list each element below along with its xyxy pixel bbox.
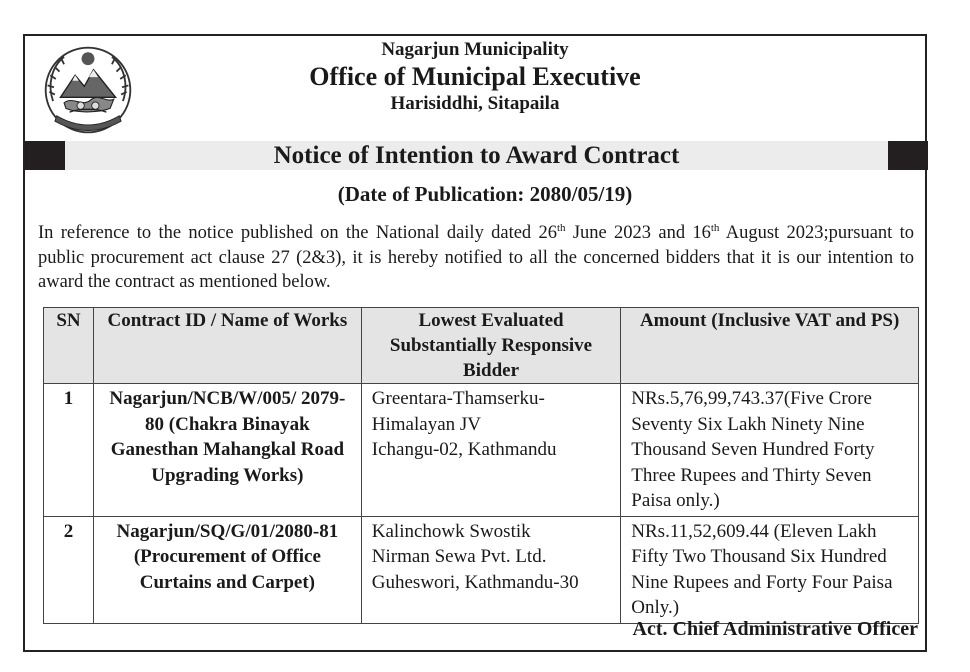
header-sn: SN (44, 308, 94, 384)
header-amount: Amount (Inclusive VAT and PS) (621, 308, 919, 384)
signatory-title: Act. Chief Administrative Officer (632, 618, 918, 640)
bidder-line: Greentara-Thamserku- (371, 388, 545, 409)
notice-title-banner (25, 141, 928, 170)
office-address: Harisiddhi, Sitapaila (390, 93, 560, 114)
row-bidder (361, 384, 621, 517)
table-header-row (44, 308, 919, 384)
notice-title: Notice of Intention to Award Contract (65, 141, 888, 170)
row-contract: Nagarjun/SQ/G/01/2080-81 (Procurement of Office Curtains and Carpet) (93, 516, 361, 623)
award-table (43, 307, 919, 624)
header-bidder: Lowest Evaluated Substantially Responsive Bidder (361, 308, 621, 384)
row-bidder (361, 516, 621, 623)
row-contract: Nagarjun/NCB/W/005/ 2079-80 (Chakra Binayak Ganesthan Mahangkal Road Upgrading Works) (93, 384, 361, 517)
issuing-office-header (150, 38, 800, 116)
bidder-line: Guheswori, Kathmandu-30 (371, 571, 579, 593)
office-name: Office of Municipal Executive (309, 62, 641, 91)
row-amount: NRs.11,52,609.44 (Eleven Lakh Fifty Two Thousand Six Hundred Nine Rupees and Forty Four Paisa Only.) (621, 516, 919, 623)
intro-sup-1: th (556, 222, 566, 234)
bidder-line: Nirman Sewa Pvt. Ltd. (371, 546, 547, 567)
bidder-line: Himalayan JV (371, 413, 482, 435)
header-contract: Contract ID / Name of Works (93, 308, 361, 384)
table-row (44, 516, 919, 623)
row-sn: 2 (44, 516, 94, 623)
publication-date: (Date of Publication: 2080/05/19) (337, 182, 633, 206)
row-amount: NRs.5,76,99,743.37(Five Crore Seventy Six Lakh Ninety Nine Thousand Seven Hundred Forty Three Rupees and Thirty Seven Paisa only.) (621, 384, 919, 517)
government-seal-emblem (42, 44, 134, 136)
table-row (44, 384, 919, 517)
row-sn: 1 (44, 384, 94, 517)
intro-sup-2: th (710, 222, 720, 234)
bidder-line: Ichangu-02, Kathmandu (371, 439, 557, 460)
intro-part-1: In reference to the notice published on the National daily dated 26 (38, 223, 557, 243)
intro-part-2: June 2023 and 16 (565, 223, 711, 243)
bidder-line: Kalinchowk Swostik (371, 520, 531, 542)
intro-part-3: August 2023;pursuant to public procurement act clause 27 (2&3), it is hereby notified to all the concerned bidders that it is our intention to award the contract as mentioned below. (38, 223, 915, 292)
intro-paragraph (38, 221, 914, 295)
municipality-name: Nagarjun Municipality (381, 39, 569, 60)
